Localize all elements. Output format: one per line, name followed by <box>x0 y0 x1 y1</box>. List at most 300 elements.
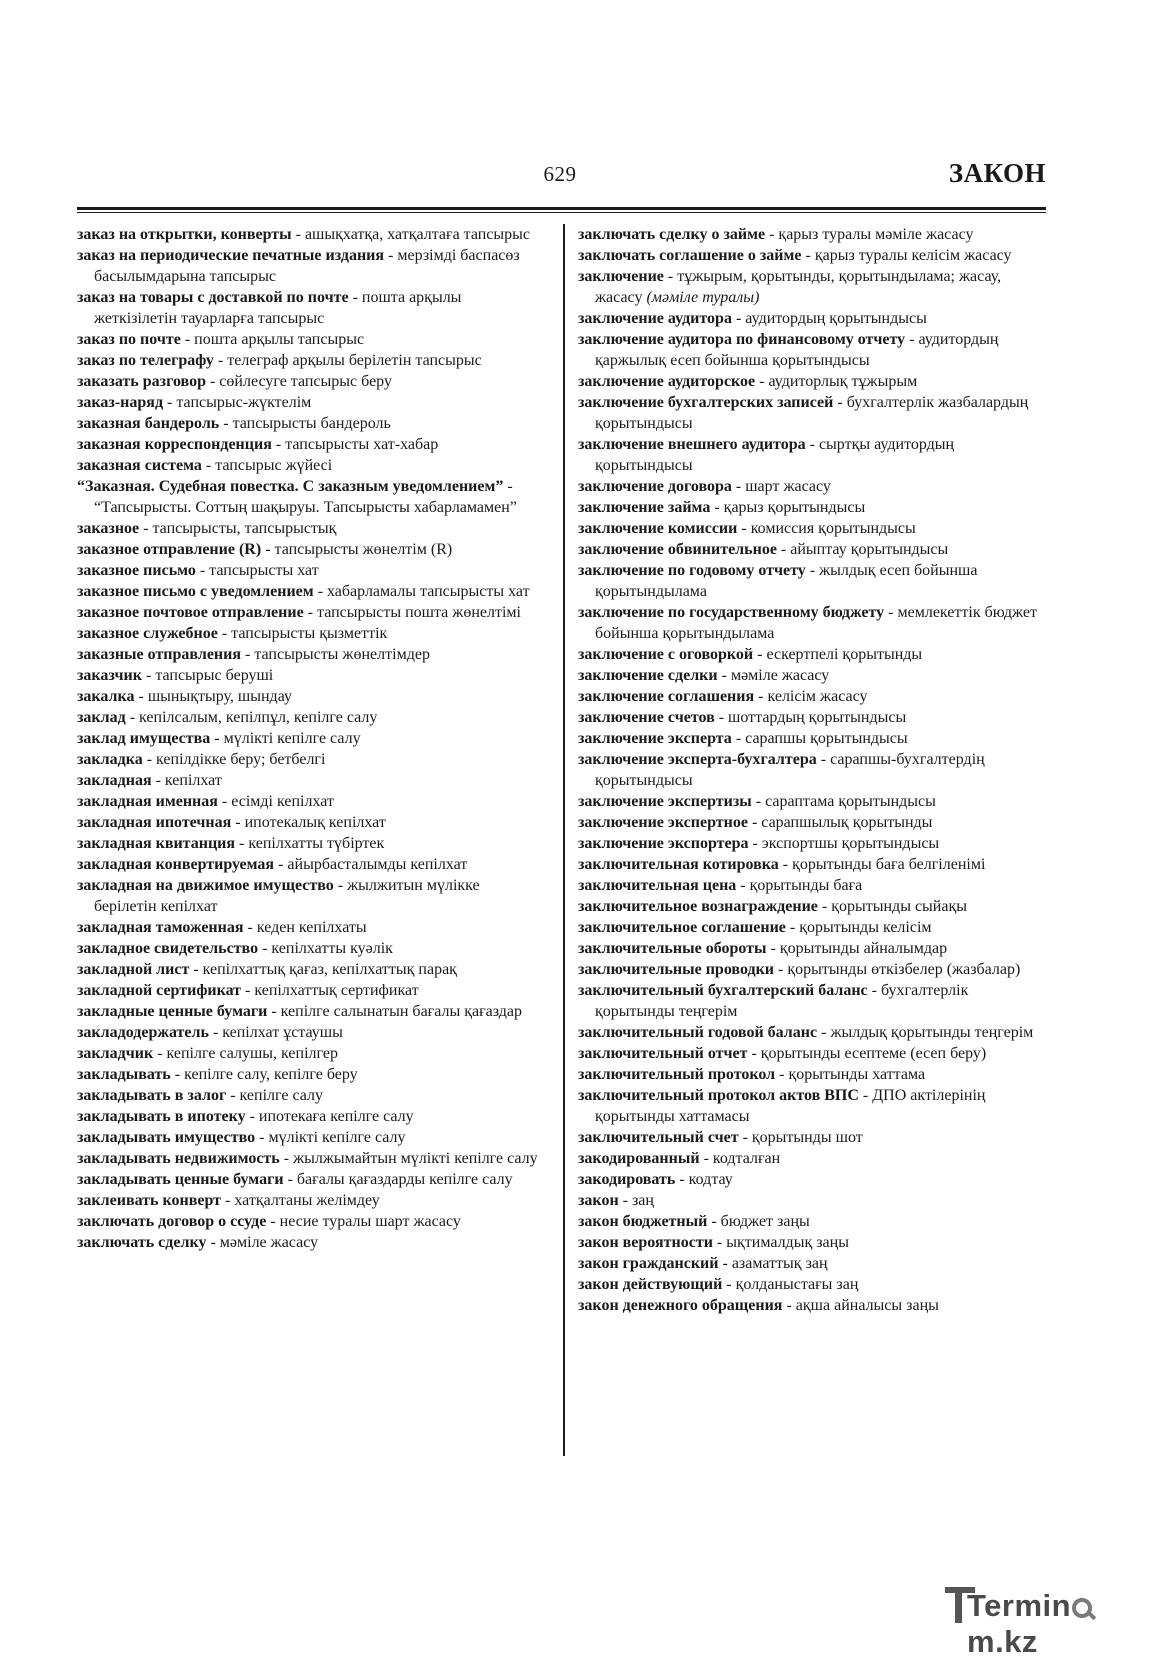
entry-translation: қолданыстағы заң <box>735 1276 859 1293</box>
entry-translation: кепілхат <box>164 772 222 789</box>
entry-term: заказная корреспонденция <box>77 436 272 453</box>
entry-term: закон действующий <box>578 1276 723 1293</box>
entry-term: закон денежного обращения <box>578 1297 783 1314</box>
entry-translation: кепілхаттық сертификат <box>254 982 419 999</box>
entry-separator: - <box>271 436 286 453</box>
dictionary-entry <box>77 959 539 980</box>
dictionary-entry <box>77 917 539 938</box>
entry-term: заказ на открытки, конверты <box>77 226 292 243</box>
entry-term: заключение аудитора по финансовому отчету <box>578 331 906 348</box>
entry-term: закодированный <box>578 1150 700 1167</box>
dictionary-entry <box>578 245 1048 266</box>
entry-separator: - <box>235 835 249 852</box>
entry-translation: қарыз туралы мәміле жасасу <box>778 226 974 243</box>
entry-term: закон гражданский <box>578 1255 719 1272</box>
entry-term: заключительное соглашение <box>578 919 786 936</box>
dictionary-entry <box>77 1022 539 1043</box>
dictionary-entry <box>77 665 539 686</box>
watermark-text <box>967 1588 1145 1660</box>
entry-term: заключать соглашение о займе <box>578 247 802 264</box>
entry-translation: кепілдікке беру; бетбелгі <box>156 751 326 768</box>
dictionary-entry <box>578 560 1048 602</box>
entry-translation: аудитордың қорытындысы <box>745 310 927 327</box>
entry-translation: сараптама қорытындысы <box>765 793 936 810</box>
magnifier-icon <box>1072 1598 1092 1618</box>
dictionary-entry <box>77 224 539 245</box>
entry-translation: қорытынды баға белгіленімі <box>792 856 986 873</box>
entry-term: заключительный отчет <box>578 1045 748 1062</box>
entry-separator: - <box>206 1234 220 1251</box>
dictionary-entry <box>77 686 539 707</box>
dictionary-entry <box>578 1043 1048 1064</box>
dictionary-entry <box>77 1169 539 1190</box>
entry-separator: - <box>717 667 731 684</box>
entry-separator: - <box>503 478 513 495</box>
dictionary-entry <box>77 476 539 518</box>
entry-translation: тапсырысты хат <box>209 562 319 579</box>
entry-translation: қорытынды есептеме (есеп беру) <box>760 1045 987 1062</box>
entry-separator: - <box>245 1108 259 1125</box>
entry-term: заключение эксперта <box>578 730 732 747</box>
entry-translation: телеграф арқылы берілетін тапсырыс <box>227 352 482 369</box>
dictionary-entry <box>77 1106 539 1127</box>
entry-translation: хатқалтаны желімдеу <box>234 1192 380 1209</box>
entry-term: заказчик <box>77 667 142 684</box>
entry-translation: шынықтыру, шындау <box>147 688 292 705</box>
dictionary-entry <box>578 665 1048 686</box>
entry-term: закладная квитанция <box>77 835 236 852</box>
entry-separator: - <box>313 583 328 600</box>
entry-term: заказное служебное <box>77 625 218 642</box>
entry-term: закладывать имущество <box>77 1129 256 1146</box>
entry-separator: - <box>776 541 791 558</box>
dictionary-entry <box>578 371 1048 392</box>
entry-translation: шарт жасасу <box>745 478 831 495</box>
dictionary-entry <box>578 749 1048 791</box>
entry-term: заключать договор о ссуде <box>77 1213 267 1230</box>
entry-translation: жылжитын мүлікке берілетін кепілхат <box>94 877 480 915</box>
dictionary-entry <box>578 392 1048 434</box>
entry-translation: “Тапсырысты. Соттың шақыруы. Тапсырысты хабарламамен” <box>94 499 517 516</box>
entry-translation: кодтау <box>688 1171 733 1188</box>
entry-translation: тапсырысты бандероль <box>232 415 391 432</box>
entry-translation: қорытынды хаттама <box>788 1066 926 1083</box>
dictionary-entry <box>578 1148 1048 1169</box>
entry-translation: кодталған <box>712 1150 781 1167</box>
entry-translation: ескертпелі қорытынды <box>766 646 923 663</box>
entry-translation: бағалы қағаздарды кепілге салу <box>296 1171 513 1188</box>
header-rule-thick <box>77 207 1046 210</box>
dictionary-entry <box>77 1085 539 1106</box>
entry-term: заключение займа <box>578 499 711 516</box>
entry-separator: - <box>274 856 288 873</box>
entry-separator: - <box>279 1150 294 1167</box>
dictionary-entry <box>77 329 539 350</box>
entry-term: закладная ипотечная <box>77 814 232 831</box>
dictionary-entry <box>578 1085 1048 1127</box>
entry-term: закодировать <box>578 1171 676 1188</box>
entry-term: закалка <box>77 688 135 705</box>
entry-separator: - <box>303 604 318 621</box>
entry-term: закладная <box>77 772 152 789</box>
entry-translation: сарапшы-бухгалтердің қорытындысы <box>595 751 985 789</box>
entry-separator: - <box>142 751 157 768</box>
entry-separator: - <box>754 688 768 705</box>
entry-term: заказное отправление (R) <box>77 541 262 558</box>
entry-translation: кепілхатты түбіртек <box>248 835 385 852</box>
entry-term: заключение бухгалтерских записей <box>578 394 834 411</box>
dictionary-entry <box>77 833 539 854</box>
entry-translation: шоттардың қорытындысы <box>728 709 907 726</box>
entry-translation: кепілге салынатын бағалы қағаздар <box>280 1003 523 1020</box>
entry-separator: - <box>738 1129 752 1146</box>
entry-separator: - <box>208 1024 223 1041</box>
entry-separator: - <box>699 1150 713 1167</box>
entry-separator: - <box>718 1255 732 1272</box>
dictionary-entry <box>77 392 539 413</box>
dictionary-entry <box>578 224 1048 245</box>
dictionary-entry <box>578 1211 1048 1232</box>
entry-separator: - <box>731 478 746 495</box>
left-column <box>77 224 539 1253</box>
entry-translation: тапсырысты жөнелтімдер <box>254 646 430 663</box>
dictionary-entry <box>77 875 539 917</box>
entry-term: закон <box>578 1192 619 1209</box>
entry-term: заключительная цена <box>578 877 737 894</box>
dictionary-entry <box>578 308 1048 329</box>
entry-separator: - <box>241 646 255 663</box>
dictionary-entry <box>578 266 1048 308</box>
entry-term: закладная конвертируемая <box>77 856 275 873</box>
entry-translation: тапсырыс беруші <box>155 667 274 684</box>
entry-separator: - <box>243 919 257 936</box>
entry-term: закон вероятности <box>578 1234 713 1251</box>
dictionary-entry <box>77 812 539 833</box>
dictionary-entry <box>77 938 539 959</box>
entry-separator: - <box>189 961 203 978</box>
entry-separator: - <box>748 835 762 852</box>
dictionary-entry <box>77 1148 539 1169</box>
entry-term: заключительный годовой баланс <box>578 1024 818 1041</box>
entry-translation: экспортшы қорытындысы <box>761 835 940 852</box>
dictionary-entry <box>578 539 1048 560</box>
dictionary-entry <box>578 329 1048 371</box>
entry-term: заключительный бухгалтерский баланс <box>578 982 868 999</box>
entry-translation: кепілге салушы, кепілгер <box>166 1045 338 1062</box>
dictionary-entry <box>578 686 1048 707</box>
dictionary-entry <box>77 644 539 665</box>
dictionary-entry <box>77 413 539 434</box>
entry-translation: сыртқы аудитордың қорытындысы <box>595 436 955 474</box>
entry-translation: айыптау қорытындысы <box>790 541 949 558</box>
entry-translation: тапсырысты, тапсырыстық <box>152 520 337 537</box>
entry-term: заказное <box>77 520 140 537</box>
entry-separator: - <box>782 1297 796 1314</box>
entry-separator: - <box>833 394 847 411</box>
entry-term: закладодержатель <box>77 1024 209 1041</box>
dictionary-entry <box>578 1022 1048 1043</box>
entry-translation: ипотекалық кепілхат <box>244 814 386 831</box>
entry-term: заключение счетов <box>578 709 715 726</box>
watermark-text-post: m.kz <box>967 1624 1038 1659</box>
entry-separator: - <box>348 289 362 306</box>
entry-translation: кеден кепілхаты <box>256 919 367 936</box>
entry-term: закладная на движимое имущество <box>77 877 334 894</box>
dictionary-entry <box>77 350 539 371</box>
dictionary-entry <box>578 728 1048 749</box>
entry-note: (мәміле туралы) <box>646 289 760 306</box>
entry-separator: - <box>712 1234 727 1251</box>
entry-separator: - <box>217 625 232 642</box>
entry-separator: - <box>221 1192 235 1209</box>
dictionary-entry <box>77 539 539 560</box>
entry-translation: қарыз қорытындысы <box>723 499 866 516</box>
entry-separator: - <box>867 982 881 999</box>
entry-separator: - <box>217 793 232 810</box>
entry-translation: тапсырысты хат-хабар <box>285 436 439 453</box>
entry-term: закладной сертификат <box>77 982 242 999</box>
entry-separator: - <box>858 1087 873 1104</box>
entry-separator: - <box>180 331 195 348</box>
entry-separator: - <box>205 373 220 390</box>
entry-separator: - <box>153 1045 167 1062</box>
entry-separator: - <box>195 562 210 579</box>
entry-term: заключение по государственному бюджету <box>578 604 885 621</box>
entry-translation: есімді кепілхат <box>231 793 334 810</box>
dictionary-entry <box>77 371 539 392</box>
entry-term: заказная система <box>77 457 202 474</box>
dictionary-entry <box>578 1253 1048 1274</box>
dictionary-entry <box>578 1232 1048 1253</box>
entry-separator: - <box>707 1213 721 1230</box>
dictionary-entry <box>578 791 1048 812</box>
entry-translation: кепілхаттық қағаз, кепілхаттық парақ <box>202 961 457 978</box>
entry-translation: пошта арқылы жеткізілетін тауарларға тапсырыс <box>94 289 462 327</box>
entry-term: заклеивать конверт <box>77 1192 222 1209</box>
entry-separator: - <box>333 877 348 894</box>
entry-separator: - <box>210 730 224 747</box>
entry-term: закон бюджетный <box>578 1213 708 1230</box>
entry-translation: жылдық қорытынды теңгерім <box>830 1024 1034 1041</box>
entry-term: заключительная котировка <box>578 856 779 873</box>
dictionary-entry <box>77 623 539 644</box>
entry-translation: несие туралы шарт жасасу <box>279 1213 461 1230</box>
entry-separator: - <box>618 1192 632 1209</box>
entry-translation: қорытынды айналымдар <box>779 940 948 957</box>
entry-translation: мемлекеттік бюджет бойынша қорытындылама <box>595 604 1037 642</box>
entry-term: заключение экспертное <box>578 814 748 831</box>
entry-separator: - <box>125 709 140 726</box>
entry-term: заказное почтовое отправление <box>77 604 304 621</box>
entry-term: заключительный протокол актов ВПС <box>578 1087 859 1104</box>
entry-translation: мәміле жасасу <box>730 667 830 684</box>
entry-term: заключать сделку <box>77 1234 207 1251</box>
entry-translation: ақша айналысы заңы <box>795 1297 939 1314</box>
dictionary-entry <box>578 518 1048 539</box>
entry-separator: - <box>213 352 228 369</box>
entry-separator: - <box>778 856 793 873</box>
dictionary-entry <box>578 812 1048 833</box>
entry-term: закладные ценные бумаги <box>77 1003 268 1020</box>
entry-translation: қорытынды баға <box>749 877 863 894</box>
dictionary-entry <box>77 602 539 623</box>
entry-term: заказ на периодические печатные издания <box>77 247 385 264</box>
entry-term: заключение соглашения <box>578 688 755 705</box>
entry-translation: мерзімді баспасөз басылымдарына тапсырыс <box>94 247 520 285</box>
entry-separator: - <box>747 1045 761 1062</box>
entry-separator: - <box>805 436 819 453</box>
entry-separator: - <box>766 940 780 957</box>
dictionary-entry <box>77 1064 539 1085</box>
entry-translation: бюджет заңы <box>720 1213 810 1230</box>
entry-term: заключать сделку о займе <box>578 226 766 243</box>
entry-translation: бухгалтерлік жазбалардың қорытындысы <box>595 394 1029 432</box>
entry-term: заказать разговор <box>77 373 206 390</box>
entry-separator: - <box>170 1066 185 1083</box>
entry-separator: - <box>737 520 751 537</box>
entry-separator: - <box>675 1171 689 1188</box>
dictionary-entry <box>77 518 539 539</box>
entry-separator: - <box>134 688 148 705</box>
entry-translation: сарапшылық қорытынды <box>761 814 933 831</box>
entry-translation: кепілге салу <box>239 1087 323 1104</box>
entry-translation: аудиторлық тұжырым <box>768 373 918 390</box>
dictionary-entry <box>578 1169 1048 1190</box>
dictionary-entry <box>77 854 539 875</box>
dictionary-entry <box>77 455 539 476</box>
entry-translation: тұжырым, қорытынды, қорытындылама; жасау, жасасу <box>595 268 1002 306</box>
entry-translation: бухгалтерлік қорытынды теңгерім <box>595 982 969 1020</box>
entry-term: заключение аудиторское <box>578 373 756 390</box>
entry-term: заключение договора <box>578 478 732 495</box>
entry-translation: тапсырысты жөнелтім (R) <box>274 541 453 558</box>
dictionary-entry <box>77 749 539 770</box>
dictionary-entry <box>77 1211 539 1232</box>
entry-separator: - <box>722 1276 736 1293</box>
dictionary-entry <box>578 854 1048 875</box>
entry-term: заключение по годовому отчету <box>578 562 806 579</box>
entry-term: заключение аудитора <box>578 310 732 327</box>
dictionary-entry <box>77 1127 539 1148</box>
dictionary-entry <box>578 707 1048 728</box>
entry-translation: сөйлесуге тапсырыс беру <box>219 373 392 390</box>
dictionary-entry <box>578 833 1048 854</box>
entry-separator: - <box>751 793 766 810</box>
watermark-logo <box>945 1585 1145 1659</box>
entry-term: заключение экспертизы <box>578 793 752 810</box>
entry-translation: ашықхатқа, хатқалтаға тапсырыс <box>304 226 531 243</box>
dictionary-entry <box>77 980 539 1001</box>
entry-term: заключительный протокол <box>578 1066 776 1083</box>
entry-term: заключение внешнего аудитора <box>578 436 806 453</box>
entry-separator: - <box>266 1213 280 1230</box>
entry-separator: - <box>241 982 255 999</box>
entry-separator: - <box>747 814 762 831</box>
entry-translation: мүлікті кепілге салу <box>223 730 361 747</box>
entry-term: заказ по почте <box>77 331 181 348</box>
entry-separator: - <box>816 751 831 768</box>
entry-translation: мәміле жасасу <box>219 1234 319 1251</box>
entry-separator: - <box>731 310 746 327</box>
dictionary-entry <box>77 707 539 728</box>
entry-separator: - <box>226 1087 240 1104</box>
entry-separator: - <box>775 1066 789 1083</box>
right-column <box>578 224 1048 1316</box>
entry-translation: мүлікті кепілге салу <box>268 1129 406 1146</box>
entry-separator: - <box>731 730 746 747</box>
header-rule-thin <box>77 212 1046 213</box>
entry-separator: - <box>261 541 275 558</box>
entry-separator: - <box>231 814 245 831</box>
dictionary-entry <box>578 1274 1048 1295</box>
entry-translation: тапсырысты пошта жөнелтімі <box>317 604 521 621</box>
dictionary-entry <box>578 959 1048 980</box>
entry-separator: - <box>201 457 216 474</box>
entry-term: заключение обвинительное <box>578 541 777 558</box>
entry-term: закладной лист <box>77 961 190 978</box>
entry-term: заклад имущества <box>77 730 211 747</box>
entry-term: закладывать в залог <box>77 1087 227 1104</box>
entry-translation: комиссия қорытындысы <box>750 520 916 537</box>
entry-term: заключительные обороты <box>578 940 767 957</box>
entry-translation: жылдық есеп бойынша қорытындылама <box>595 562 978 600</box>
entry-term: закладка <box>77 751 143 768</box>
dictionary-entry <box>77 581 539 602</box>
entry-term: заключение экспортера <box>578 835 749 852</box>
dictionary-entry <box>77 287 539 329</box>
entry-term: заказное письмо с уведомлением <box>77 583 314 600</box>
entry-separator: - <box>753 646 767 663</box>
entry-separator: - <box>774 961 788 978</box>
entry-term: заказные отправления <box>77 646 242 663</box>
entry-separator: - <box>905 331 919 348</box>
entry-term: закладывать <box>77 1066 171 1083</box>
dictionary-entry <box>77 560 539 581</box>
entry-term: закладная именная <box>77 793 218 810</box>
entry-term: заключительное вознаграждение <box>578 898 818 915</box>
dictionary-entry <box>77 1001 539 1022</box>
entry-term: заключение <box>578 268 664 285</box>
entry-translation: ықтималдық заңы <box>726 1234 849 1251</box>
entry-separator: - <box>291 226 305 243</box>
entry-translation: хабарламалы тапсырысты хат <box>327 583 530 600</box>
dictionary-entry <box>578 980 1048 1022</box>
entry-term: заключение эксперта-бухгалтера <box>578 751 817 768</box>
dictionary-entry <box>578 896 1048 917</box>
entry-translation: айырбасталымды кепілхат <box>287 856 468 873</box>
entry-separator: - <box>805 562 820 579</box>
entry-translation: ипотекаға кепілге салу <box>258 1108 414 1125</box>
entry-translation: кепілге салу, кепілге беру <box>184 1066 358 1083</box>
entry-separator: - <box>283 1171 297 1188</box>
entry-translation: пошта арқылы тапсырыс <box>194 331 365 348</box>
entry-translation: сарапшы қорытындысы <box>745 730 908 747</box>
entry-separator: - <box>384 247 398 264</box>
entry-translation: қорытынды шот <box>751 1129 863 1146</box>
entry-term: заказное письмо <box>77 562 196 579</box>
entry-term: закладывать ценные бумаги <box>77 1171 284 1188</box>
entry-translation: қорытынды сыйақы <box>831 898 967 915</box>
entry-separator: - <box>258 940 272 957</box>
entry-term: заклад <box>77 709 126 726</box>
watermark-text-pre: Termin <box>967 1588 1072 1623</box>
entry-term: закладная таможенная <box>77 919 244 936</box>
entry-translation: келісім жасасу <box>767 688 868 705</box>
dictionary-entry <box>77 245 539 287</box>
entry-translation: тапсырысты қызметтік <box>231 625 388 642</box>
entry-translation: азаматтық заң <box>731 1255 828 1272</box>
dictionary-entry <box>578 875 1048 896</box>
